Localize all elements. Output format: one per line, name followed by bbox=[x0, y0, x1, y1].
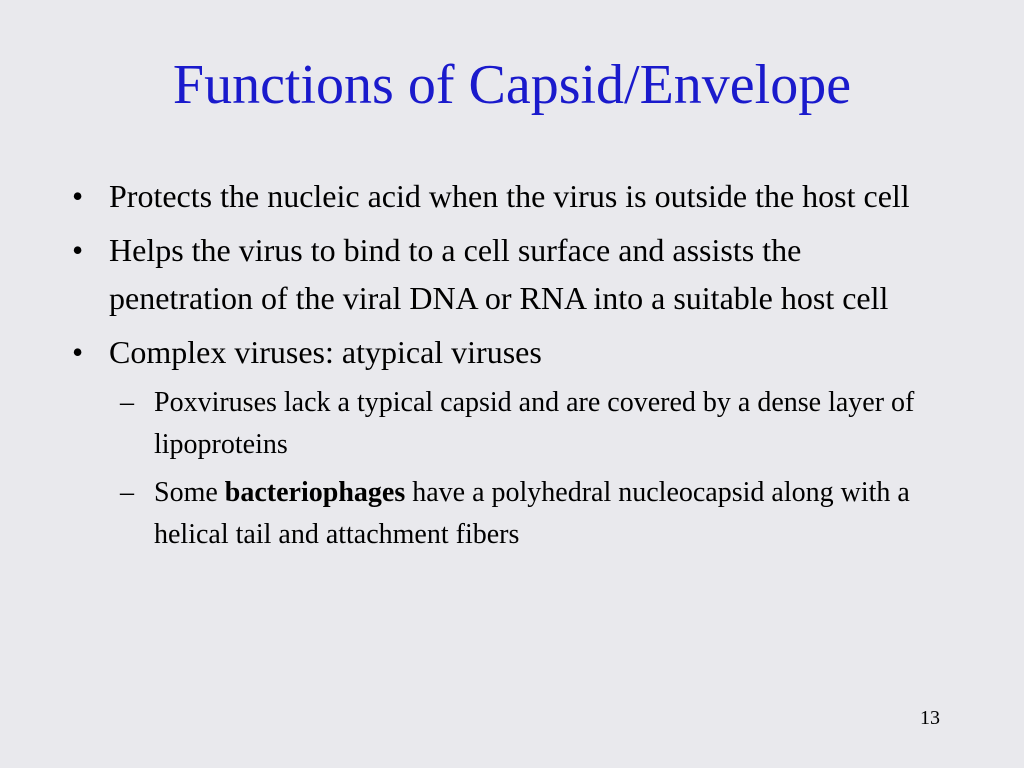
bullet-marker: • bbox=[72, 232, 84, 268]
bullet-item bbox=[72, 328, 952, 376]
bullet-text: Helps the virus to bind to a cell surface and assists the penetration of the viral DNA or RNA into a suitable host cell bbox=[109, 232, 889, 316]
page-number: 13 bbox=[920, 707, 940, 729]
bullet-text: Complex viruses: atypical viruses bbox=[109, 334, 542, 370]
bullet-list bbox=[72, 172, 952, 562]
slide-title: Functions of Capsid/Envelope bbox=[172, 54, 852, 116]
sub-bullet-item bbox=[72, 472, 952, 556]
sub-bullet-marker: – bbox=[120, 477, 134, 508]
sub-bullet-text: Poxviruses lack a typical capsid and are covered by a dense layer of lipoproteins bbox=[154, 387, 915, 460]
bullet-item bbox=[72, 226, 952, 322]
bullet-marker: • bbox=[72, 178, 84, 214]
sub-bullet-text-suffix: have a polyhedral nucleocapsid along with a helical tail and attachment fibers bbox=[154, 477, 910, 550]
bullet-marker: • bbox=[72, 334, 84, 370]
sub-bullet-list bbox=[72, 382, 952, 556]
bullet-item bbox=[72, 172, 952, 220]
bold-term-bacteriophages: bacteriophages bbox=[224, 477, 406, 508]
bullet-text: Protects the nucleic acid when the virus is outside the host cell bbox=[109, 178, 910, 214]
sub-bullet-item bbox=[72, 382, 952, 466]
sub-bullet-marker: – bbox=[120, 387, 134, 418]
sub-bullet-text-prefix: Some bbox=[154, 477, 225, 508]
